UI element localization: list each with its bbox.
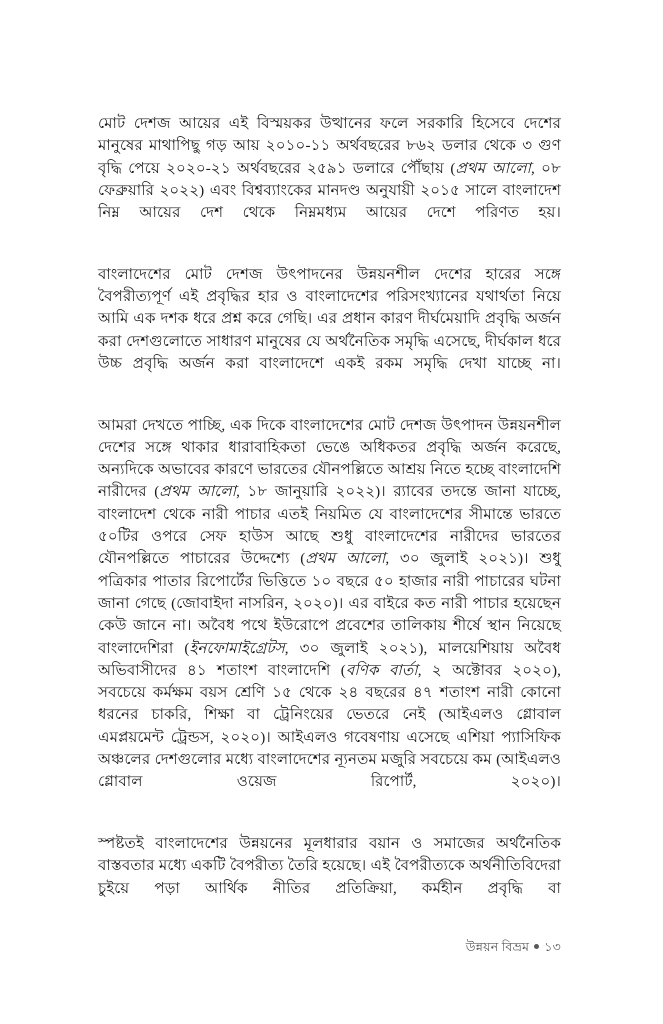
paragraph-1 [98, 113, 561, 247]
paragraph-3 [98, 415, 561, 816]
footer-book-title: উন্নয়ন বিভ্রম [465, 940, 530, 955]
footer-separator-dot [534, 944, 539, 949]
body-text-column [98, 113, 561, 922]
source-citation: প্রথম আলো [305, 551, 386, 568]
text-run: , ১৮ জানুয়ারি ২০২২)। র‍্যাবের তদন্তে জানা যাচ্ছে, বাংলাদেশ থেকে নারী পাচার এতই নিয়মিত যে বাংলাদেশের সীমান্তে ভারতে ৫০টির ওপরে সেফ হাউস আছে শুধু বাংলাদেশের নারীদের ভারতের যৌনপল্লিতে পাচারের উদ্দেশ্যে ( [98, 484, 561, 568]
source-citation: ইনফোমাইগ্রেটস [189, 640, 285, 657]
text-run: , ০৮ ফেব্রুয়ারি ২০২২) এবং বিশ্বব্যাংকের মানদণ্ড অনুযায়ী ২০১৫ সালে বাংলাদেশ নিম্ন আয়ের দেশ থেকে নিম্নমধ্যম আয়ের দেশে পরিণত হয়। [98, 160, 561, 222]
text-run: , ৩০ জুলাই ২০২১), মালয়েশিয়ায় অবৈধ অভিবাসীদের ৪১ শতাংশ বাংলাদেশি ( [98, 640, 561, 679]
source-citation: বণিক বার্তা [345, 662, 418, 679]
paragraph-4 [98, 833, 561, 922]
text-run: স্পষ্টতই বাংলাদেশের উন্নয়নের মূলধারার বয়ান ও সমাজের অর্থনৈতিক বাস্তবতার মধ্যে একটি বৈপরীত্য তৈরি হয়েছে। এই বৈপরীত্যকে অর্থনীতিবিদেরা চুইয়ে পড়া আর্থিক নীতির প্রতিক্রিয়া, কর্মহীন প্রবৃদ্ধি বা [98, 835, 561, 897]
page-footer [98, 938, 561, 955]
text-run: , ৩০ জুলাই ২০২১)। শুধু পত্রিকার পাতার রিপোর্টের ভিত্তিতে ১০ বছরে ৫০ হাজার নারী পাচারের ঘটনা জানা গেছে (জোবাইদা নাসরিন, ২০২০)। এর বাইরে কত নারী পাচার হয়েছেন কেউ জানে না। অবৈধ পথে ইউরোপে প্রবেশের তালিকায় শীর্ষে স্থান নিয়েছে বাংলাদেশিরা ( [98, 551, 561, 657]
source-citation: প্রথম আলো [159, 484, 237, 501]
paragraph-2 [98, 264, 561, 398]
text-run: বাংলাদেশের মোট দেশজ উৎপাদনের উন্নয়নশীল দেশের হারের সঙ্গে বৈপরীত্যপূর্ণ এই প্রবৃদ্ধির হার ও বাংলাদেশের পরিসংখ্যানের যথার্থতা নিয়ে আমি এক দশক ধরে প্রশ্ন করে গেছি। এর প্রধান কারণ দীর্ঘমেয়াদি প্রবৃদ্ধি অর্জন করা দেশগুলোতে সাধারণ মানুষের যে অর্থনৈতিক সমৃদ্ধি এসেছে, দীর্ঘকাল ধরে উচ্চ প্রবৃদ্ধি অর্জন করা বাংলাদেশে একই রকম সমৃদ্ধি দেখা যাচ্ছে না। [98, 266, 561, 372]
source-citation: প্রথম আলো [455, 160, 531, 177]
text-run: মোট দেশজ আয়ের এই বিস্ময়কর উত্থানের ফলে সরকারি হিসেবে দেশের মানুষের মাথাপিছু গড় আয় ২০১০-১১ অর্থবছরের ৮৬২ ডলার থেকে ৩ গুণ বৃদ্ধি পেয়ে ২০২০-২১ অর্থবছরের ২৫৯১ ডলারে পৌঁছায় ( [98, 116, 561, 177]
page-number: ১৩ [544, 940, 561, 955]
text-run: , ২ অক্টোবর ২০২০), সবচেয়ে কর্মক্ষম বয়স শ্রেণি ১৫ থেকে ২৪ বছরের ৪৭ শতাংশ নারী কোনো ধরনের চাকরি, শিক্ষা বা ট্রেনিংয়ের ভেতরে নেই (আইএলও গ্লোবাল এমপ্লয়মেন্ট ট্রেন্ডস, ২০২০)। আইএলও গবেষণায় এসেছে এশিয়া প্যাসিফিক অঞ্চলের দেশগুলোর মধ্যে বাংলাদেশের ন্যূনতম মজুরি সবচেয়ে কম (আইএলও গ্লোবাল ওয়েজ রিপোর্ট, ২০২০)। [98, 662, 561, 791]
text-run: আমরা দেখতে পাচ্ছি, এক দিকে বাংলাদেশের মোট দেশজ উৎপাদন উন্নয়নশীল দেশের সঙ্গে থাকার ধারাবাহিকতা ভেঙে অধিকতর প্রবৃদ্ধি অর্জন করেছে, অন্যদিকে অভাবের কারণে ভারতের যৌনপল্লিতে আশ্রয় নিতে হচ্ছে বাংলাদেশি নারীদের ( [98, 417, 561, 501]
